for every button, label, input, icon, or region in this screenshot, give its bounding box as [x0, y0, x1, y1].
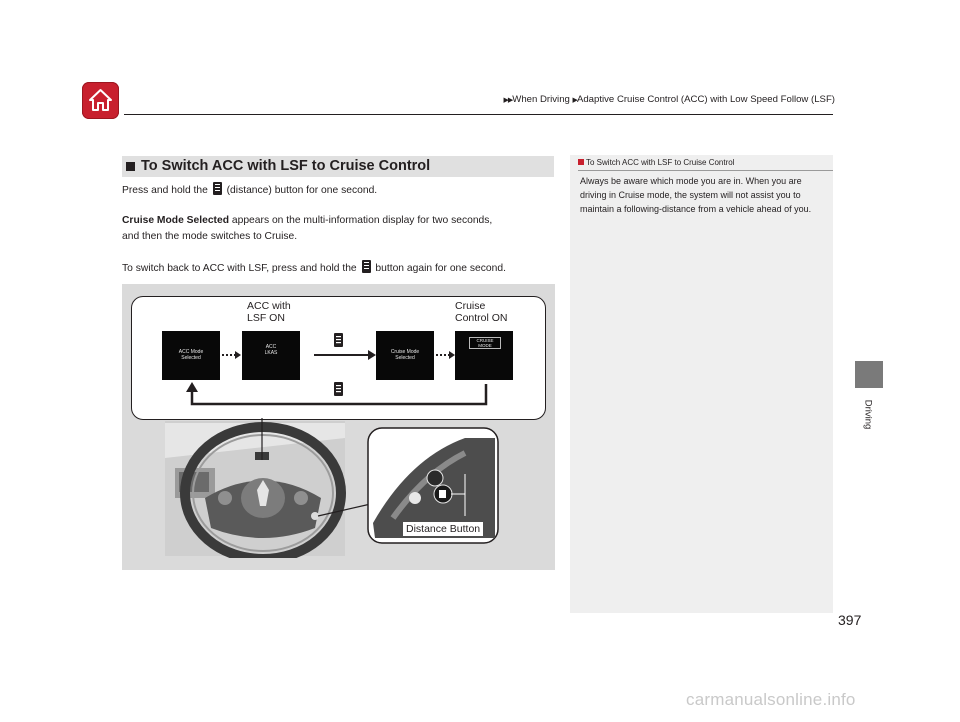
arrow-icon — [449, 351, 455, 359]
arrow-icon — [368, 350, 376, 360]
chapter-tab[interactable] — [855, 361, 883, 388]
steering-wheel-illustration — [165, 418, 500, 558]
cruise-on-label: Cruise Control ON — [455, 300, 508, 324]
body-paragraph: Cruise Mode Selected appears on the multi-information display for two seconds, and then the mode switches to Cruise. — [122, 215, 493, 242]
display-cruise-mode: CRUISE MODE — [455, 331, 513, 380]
distance-icon — [334, 382, 343, 396]
note-marker-icon — [578, 159, 584, 165]
note-title: To Switch ACC with LSF to Cruise Control — [578, 158, 735, 167]
home-icon — [88, 87, 113, 113]
display-cruise-mode-selected: Cruise Mode Selected — [376, 331, 434, 380]
breadcrumb-arrow-icon: ▶ — [572, 97, 577, 104]
cruise-mode-selected-text: Cruise Mode Selected — [122, 215, 230, 226]
acc-on-label: ACC with LSF ON — [247, 300, 291, 324]
page-number: 397 — [838, 612, 862, 628]
distance-icon — [334, 333, 343, 347]
arrow-icon — [186, 382, 198, 392]
note-divider — [578, 170, 833, 171]
section-bullet-icon — [126, 162, 135, 171]
distance-icon — [362, 260, 371, 273]
watermark: carmanualsonline.info — [686, 690, 856, 709]
section-title: To Switch ACC with LSF to Cruise Control — [122, 156, 554, 177]
arrow-icon — [235, 351, 241, 359]
chapter-tab-label: Driving — [862, 399, 874, 430]
breadcrumb-item[interactable]: When Driving — [512, 94, 570, 105]
display-acc-mode-selected: ACC Mode Selected — [162, 331, 220, 380]
body-paragraph: To switch back to ACC with LSF, press and hold the button again for one second. — [122, 260, 562, 277]
note-panel — [570, 155, 833, 613]
distance-icon — [213, 182, 222, 195]
mode-transition-arrows — [131, 296, 546, 420]
display-acc-lkas: ACC LKAS — [242, 331, 300, 380]
breadcrumb-arrow-icon: ▶▶ — [503, 97, 513, 104]
breadcrumb-item[interactable]: Adaptive Cruise Control (ACC) with Low Speed Follow (LSF) — [576, 94, 835, 105]
home-button[interactable] — [82, 82, 119, 119]
breadcrumb — [459, 94, 835, 105]
body-paragraph: Press and hold the (distance) button for one second. — [122, 182, 562, 199]
note-text: Always be aware which mode you are in. When you are driving in Cruise mode, the system will not assist you to maintain a following-distance from a vehicle ahead of you. — [580, 176, 812, 214]
header-divider — [124, 114, 833, 115]
distance-button-label: Distance Button — [403, 522, 483, 536]
